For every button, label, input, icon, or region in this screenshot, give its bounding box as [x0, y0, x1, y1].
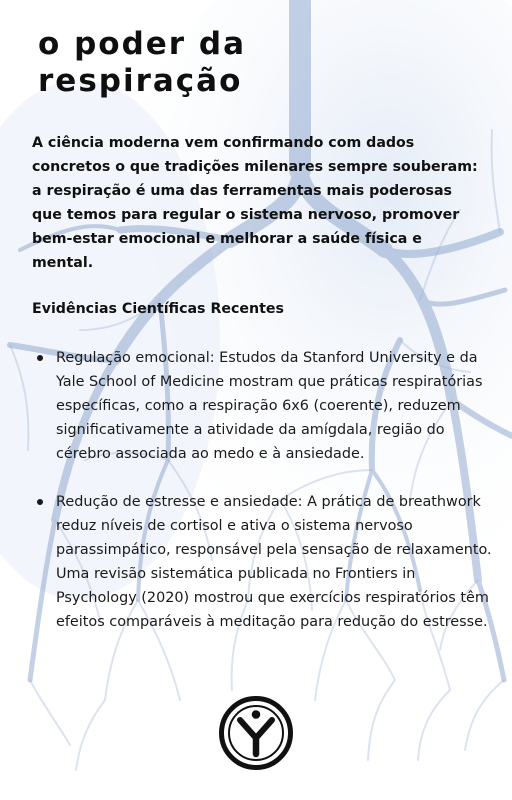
section-heading: Evidências Científicas Recentes — [32, 301, 284, 317]
page-title: o poder da respiração — [38, 26, 246, 99]
evidence-list — [34, 346, 494, 634]
figure-y-circle-icon — [219, 696, 293, 770]
bullet-icon — [37, 355, 43, 361]
intro-paragraph: A ciência moderna vem confirmando com dados concretos o que tradições milenares sempre souberam: a respiração é uma das ferramentas mais poderosas que temos para regular o sistema nervoso, promover bem-estar emocional e melhorar a saúde física e mental. — [32, 135, 478, 271]
list-item-text: Redução de estresse e ansiedade: A prática de breathwork reduz níveis de cortisol e ativa o sistema nervoso parassimpático, responsável pela sensação de relaxamento. Uma revisão sistemática publicada no Frontiers in Psychology (2020) mostrou que exercícios respiratórios têm efeitos comparáveis à meditação para redução do estresse. — [56, 494, 492, 630]
list-item-text: Regulação emocional: Estudos da Stanford University e da Yale School of Medicine mostram que práticas respiratórias específicas, como a respiração 6x6 (coerente), reduzem significativamente a atividade da amígdala, região do cérebro associada ao medo e à ansiedade. — [56, 350, 483, 462]
list-item — [34, 490, 494, 634]
bullet-icon — [37, 499, 43, 505]
list-item — [34, 346, 494, 466]
